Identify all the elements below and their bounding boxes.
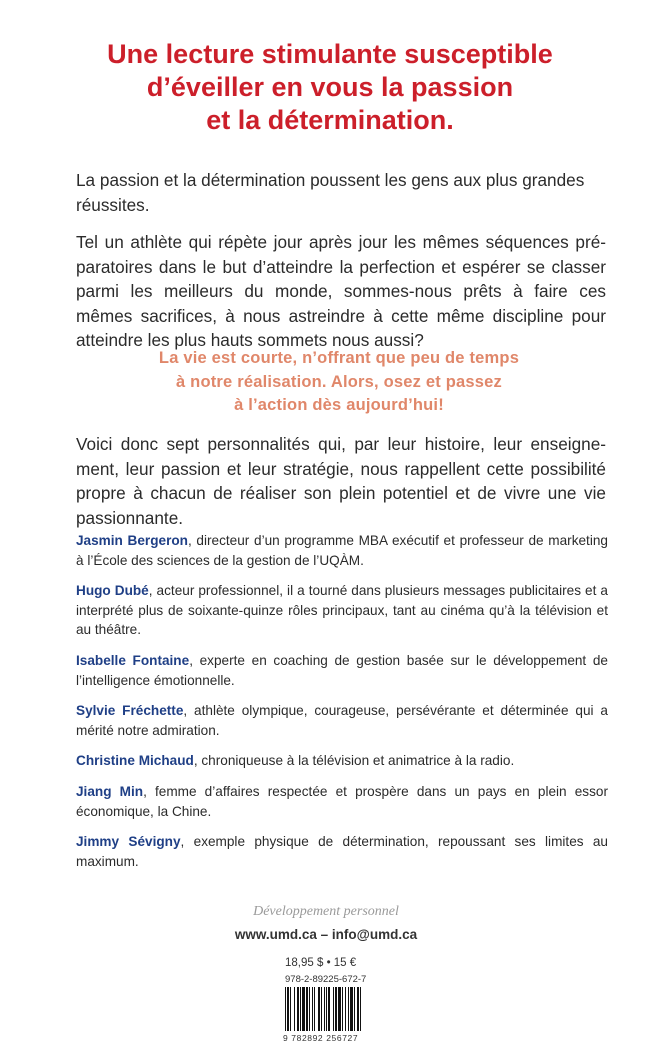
person-name: Christine Michaud [76,753,194,769]
contact-line: www.umd.ca – info@umd.ca [234,927,418,942]
person-entry [76,782,608,821]
headline [60,38,600,137]
person-entry [76,581,608,640]
person-name: Hugo Dubé [76,583,149,599]
intro-paragraph: La passion et la détermination poussent les gens aux plus grandes réussites. [76,170,585,215]
person-entry [76,651,608,690]
barcode-digits: 9 782892 256727 [283,1033,359,1043]
price: 18,95 $ • 15 € [285,957,357,969]
person-description: , directeur d’un programme MBA exécutif et professeur de marketing à l’École des sciences de la gestion de l’UQÀM. [76,533,608,568]
person-entry [76,832,608,871]
person-name: Isabelle Fontaine [76,652,190,668]
person-entry [76,701,608,740]
person-description: , exemple physique de détermination, repoussant ses limites au maximum. [76,834,608,869]
headline-line: d’éveiller en vous la passion [146,72,514,102]
callout-line: à notre réalisation. Alors, osez et passez [176,372,502,391]
headline-line: Une lecture stimulante susceptible [107,39,553,69]
barcode-label [283,953,393,1044]
person-description: , femme d’affaires respectée et prospère dans un pays en plein essor économique, la Chine. [76,783,608,819]
athlete-paragraph: Tel un athlète qui répète jour après jour les mêmes séquences préparatoires dans le but d’atteindre la perfection et espérer se classer parmi les meilleurs du monde, sommes-nous prêts à faire ces mêmes sacrifices, à nous astreindre à cette même discipline pour atteindre les plus hauts sommets nous aussi? [76,232,606,350]
personalities-list [76,531,608,882]
isbn: 978-2-89225-672-7 [285,974,367,985]
person-description: , chroniqueuse à la télévision et animatrice à la radio. [193,753,515,769]
person-entry [76,751,608,771]
headline-line: et la détermination. [206,105,454,135]
person-description: , experte en coaching de gestion basée sur le développement de l’intelligence émotionnelle. [76,652,608,688]
callout-quote [104,347,574,418]
person-name: Jiang Min [76,783,144,799]
callout-line: à l’action dès aujourd’hui! [234,396,444,414]
barcode-icon [285,987,389,1031]
person-entry [76,531,608,570]
person-description: , athlète olympique, courageuse, persévérante et déterminée qui a mérité notre admiration. [76,703,608,738]
person-description: , acteur professionnel, il a tourné dans plusieurs messages publicitaires et a interprété plus de soixante-quinze rôles principaux, tant au cinéma qu’à la télévision et au théâtre. [76,583,608,638]
person-name: Sylvie Fréchette [76,703,184,719]
person-name: Jasmin Bergeron [76,533,188,548]
person-name: Jimmy Sévigny [76,834,181,850]
collection-label: Développement personnel [253,904,399,919]
callout-line: La vie est courte, n’offrant que peu de temps [158,349,520,367]
personalities-paragraph: Voici donc sept personnalités qui, par leur histoire, leur enseignement, leur passion et leur stratégie, nous rappellent cette possibilité propre à chacun de réaliser son plein potentiel et de vivre une vie passionnante. [76,434,606,528]
